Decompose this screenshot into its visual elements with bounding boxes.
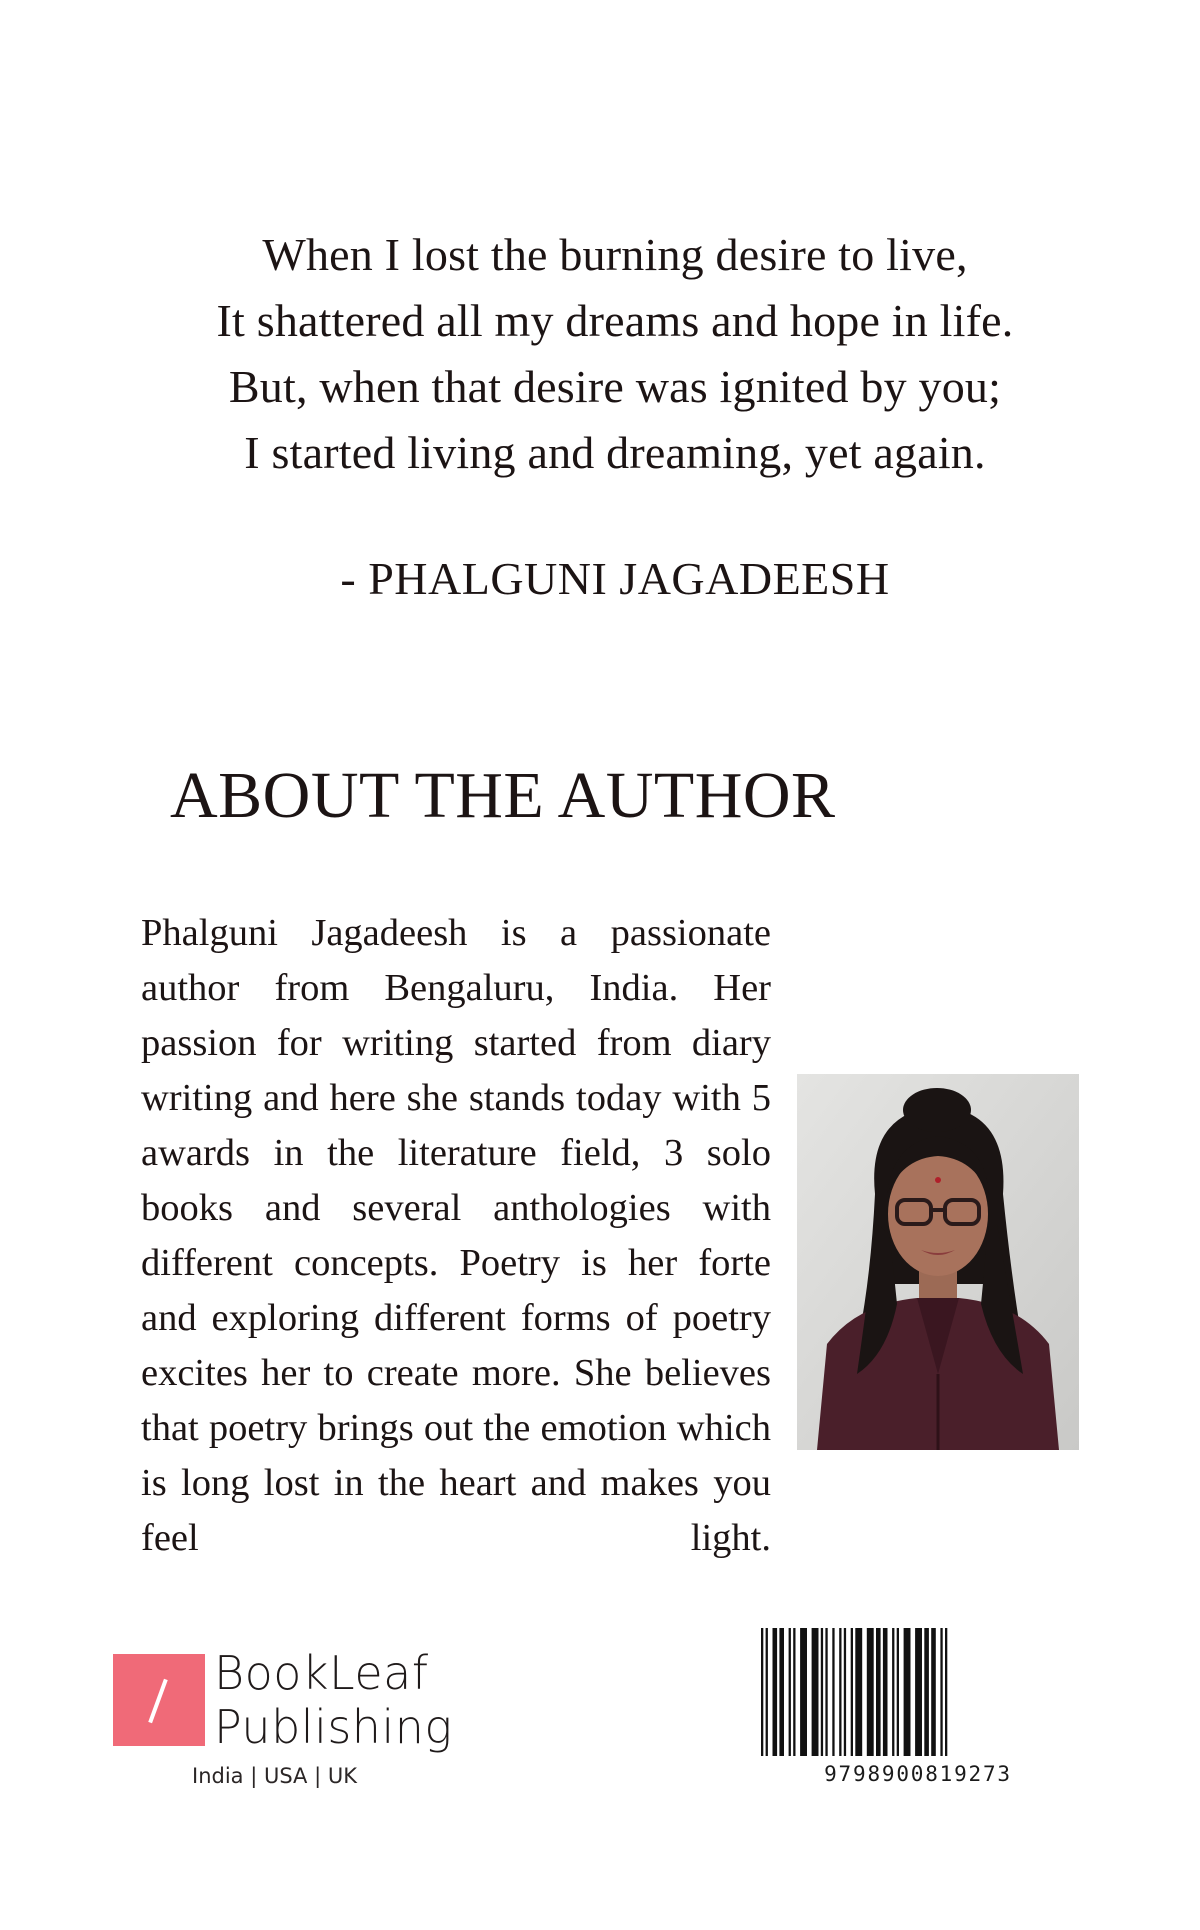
barcode-bar — [766, 1628, 768, 1756]
barcode-bar — [773, 1628, 778, 1756]
barcode-bar — [839, 1628, 841, 1756]
slash-icon — [148, 1679, 167, 1724]
barcode-bar — [945, 1628, 947, 1756]
publisher-logo — [113, 1654, 205, 1746]
barcode-bar — [931, 1628, 936, 1756]
barcode-bar — [851, 1628, 853, 1756]
barcode-bar — [892, 1628, 894, 1756]
publisher-name-line1: BookLeaf — [214, 1646, 429, 1700]
barcode-bar — [924, 1628, 929, 1756]
barcode — [759, 1628, 1077, 1756]
barcode-bar — [855, 1628, 862, 1756]
poem-signature: - PHALGUNI JAGADEESH — [340, 553, 890, 604]
barcode-bar — [940, 1628, 942, 1756]
barcode-bar — [821, 1628, 823, 1756]
poem-line: It shattered all my dreams and hope in life. — [216, 295, 1014, 346]
barcode-bar — [844, 1628, 846, 1756]
barcode-bar — [825, 1628, 827, 1756]
barcode-bar — [897, 1628, 899, 1756]
poem-line: I started living and dreaming, yet again. — [244, 427, 986, 478]
barcode-bar — [761, 1628, 763, 1756]
isbn-number: 9798900819273 — [824, 1762, 1012, 1786]
barcode-bar — [793, 1628, 795, 1756]
poem-line: But, when that desire was ignited by you; — [228, 361, 1002, 412]
poem — [0, 222, 1200, 486]
barcode-bar — [800, 1628, 807, 1756]
publisher-name-line2: Publishing — [214, 1700, 453, 1754]
barcode-bar — [904, 1628, 911, 1756]
barcode-bar — [832, 1628, 834, 1756]
author-bio: Phalguni Jagadeesh is a passionate author from Bengaluru, India. Her passion for writing started from diary writing and here she stands today with 5 awards in the literature field, 3 solo books and several anthologies with different concepts. Poetry is her forte and exploring different forms of poetry excites her to create more. She believes that poetry brings out the emotion which is long lost in the heart and makes you feel light. — [141, 912, 771, 1559]
barcode-bar — [883, 1628, 888, 1756]
barcode-bar — [876, 1628, 881, 1756]
barcode-bar — [812, 1628, 819, 1756]
barcode-bar — [779, 1628, 784, 1756]
barcode-bar — [915, 1628, 922, 1756]
barcode-bar — [789, 1628, 791, 1756]
publisher-name — [214, 1646, 453, 1754]
barcode-bar — [867, 1628, 874, 1756]
author-photo — [797, 1074, 1079, 1450]
about-author-heading: ABOUT THE AUTHOR — [170, 759, 836, 832]
publisher-regions: India | USA | UK — [192, 1764, 357, 1788]
poem-line: When I lost the burning desire to live, — [262, 229, 968, 280]
